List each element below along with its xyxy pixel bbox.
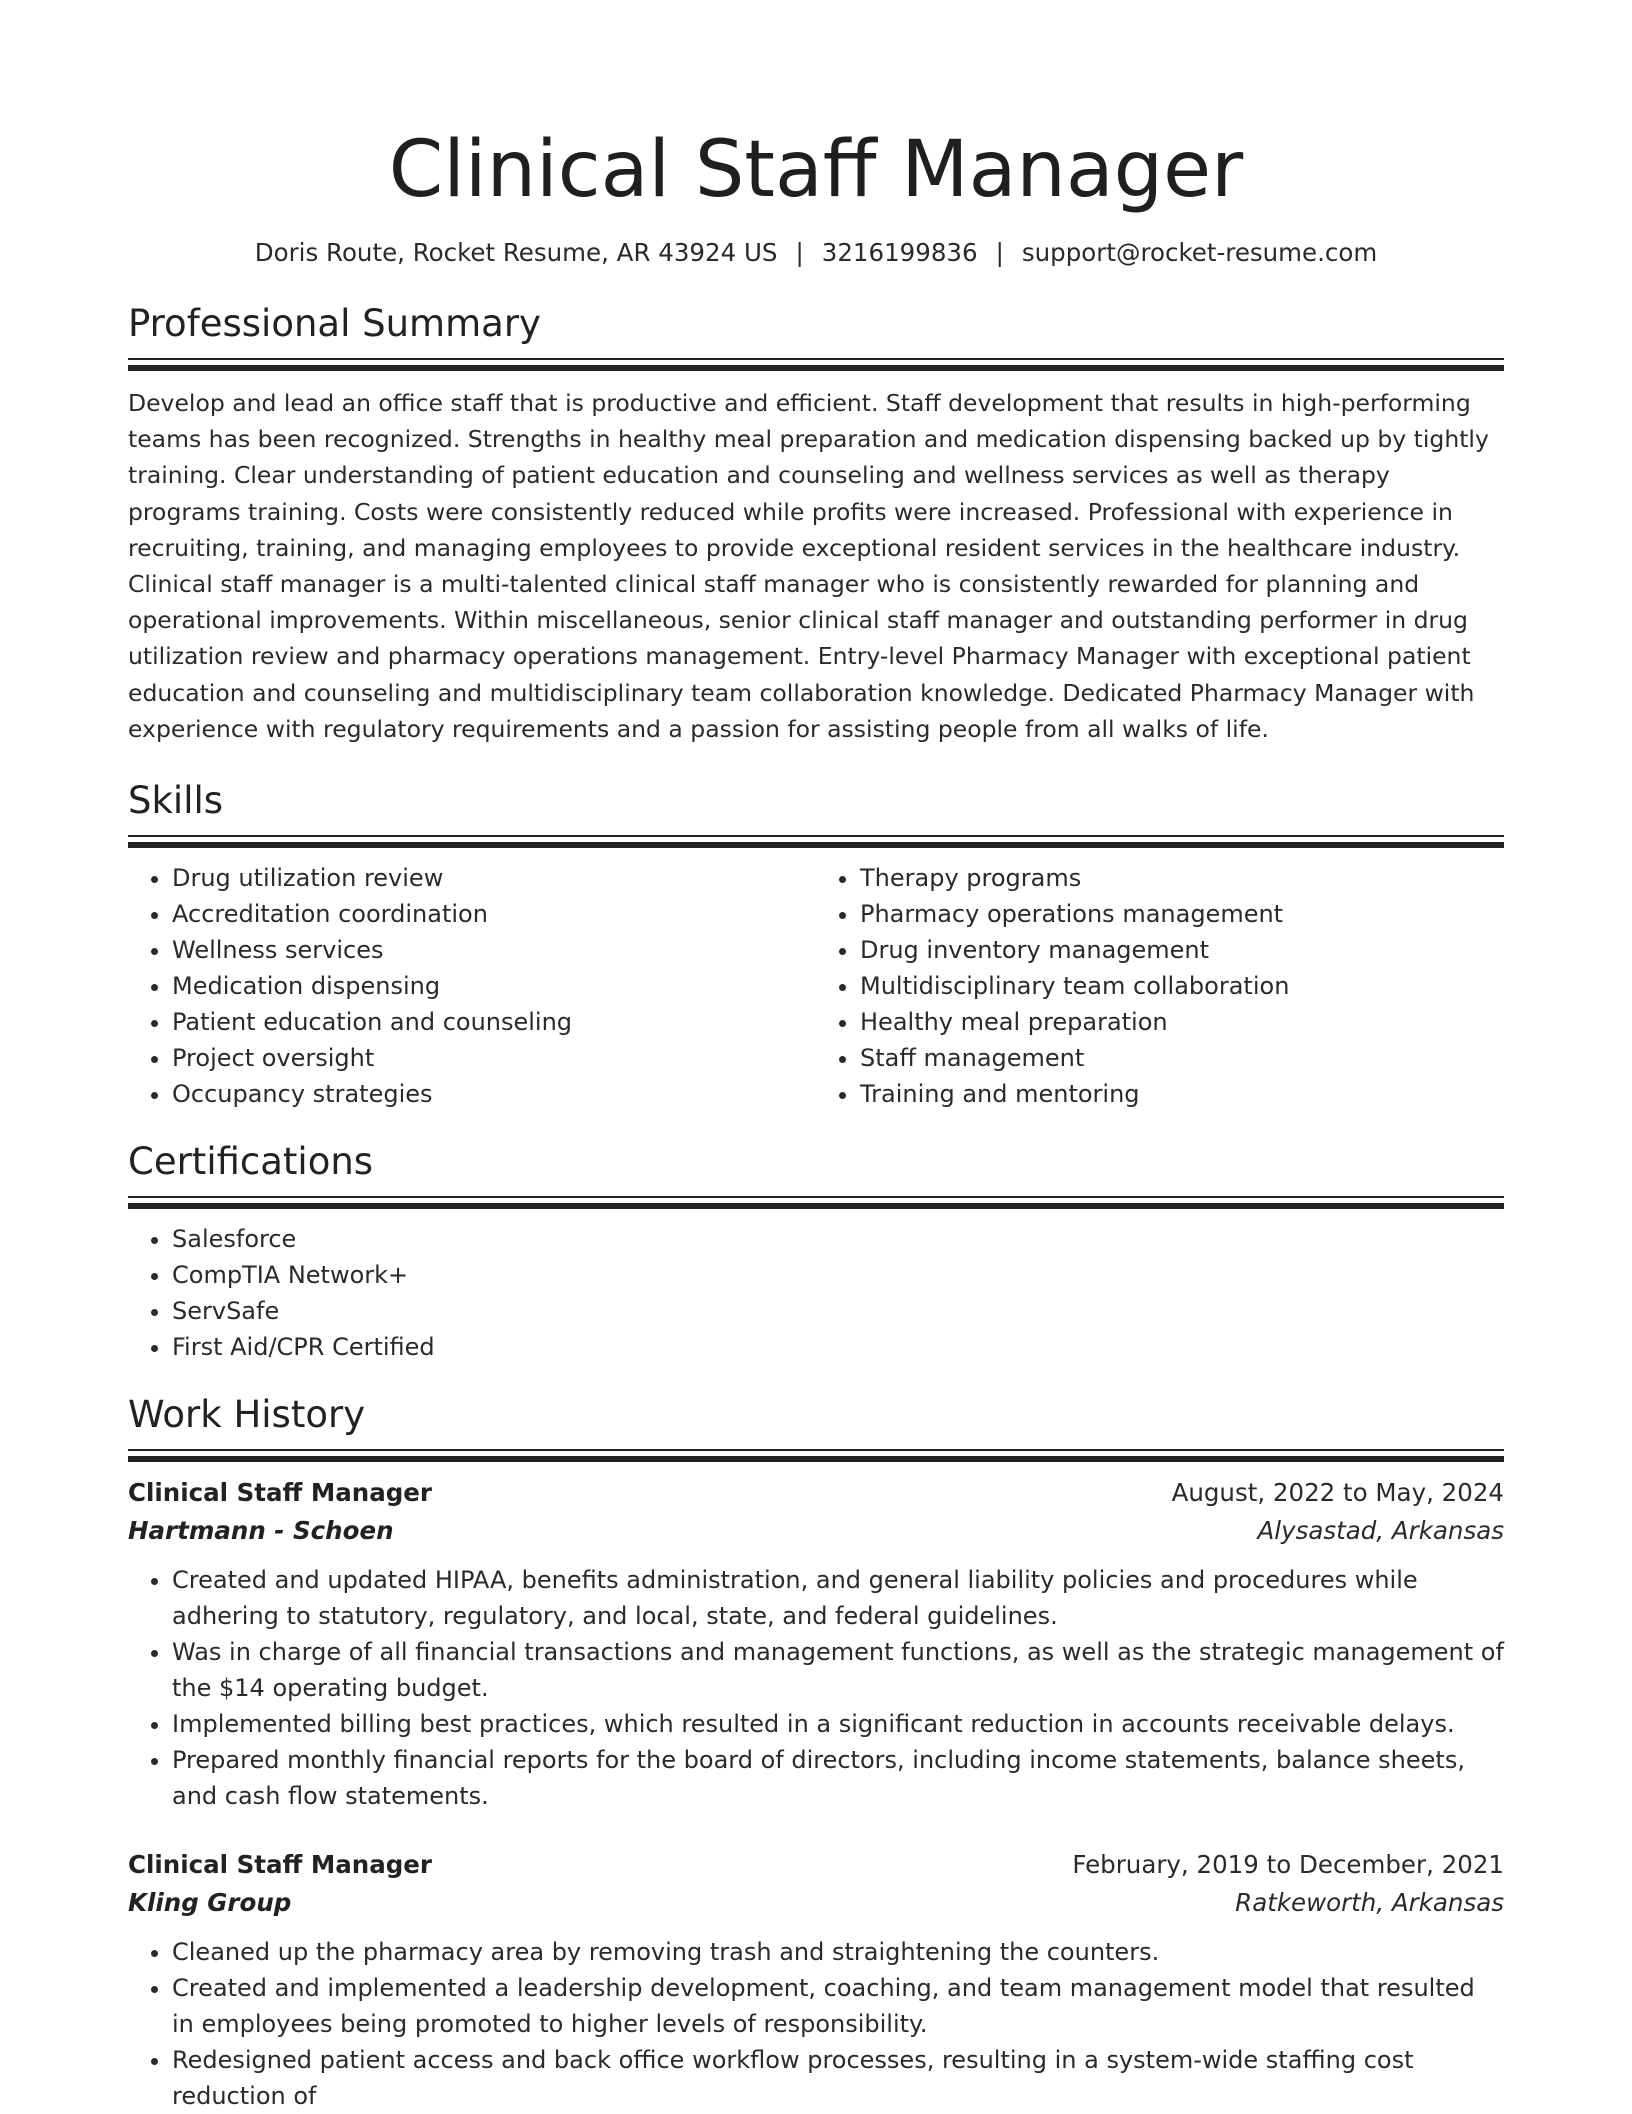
section-divider [128, 1449, 1504, 1462]
job-bullet: • Redesigned patient access and back office workflow processes, resulting in a system-wide staffing cost reduction of [172, 2042, 1504, 2114]
job-bullet: • Implemented billing best practices, which resulted in a significant reduction in accounts receivable delays. [172, 1706, 1504, 1742]
skills-grid [128, 860, 1504, 1112]
job-bullet: • Created and implemented a leadership development, coaching, and team management model that resulted in employees being promoted to higher levels of responsibility. [172, 1970, 1504, 2042]
contact-separator: | [995, 238, 1004, 267]
section-title-work-history: Work History [128, 1393, 366, 1437]
section-title-skills: Skills [128, 779, 224, 823]
job-bullets [128, 1934, 1504, 2114]
job-dates: August, 2022 to May, 2024 [1171, 1478, 1504, 1508]
job-title: Clinical Staff Manager [128, 1850, 432, 1880]
skill-item: • Patient education and counseling [172, 1004, 816, 1040]
job-bullet: • Created and updated HIPAA, benefits administration, and general liability policies and procedures while adhering to statutory, regulatory, and local, state, and federal guidelines. [172, 1562, 1504, 1634]
skill-item: • Drug utilization review [172, 860, 816, 896]
certification-item: • First Aid/CPR Certified [172, 1329, 1504, 1365]
skill-item: • Accreditation coordination [172, 896, 816, 932]
skill-item: • Pharmacy operations management [860, 896, 1504, 932]
job-company: Kling Group [128, 1888, 292, 1918]
job-company: Hartmann - Schoen [128, 1516, 394, 1546]
skill-item: • Wellness services [172, 932, 816, 968]
certification-item: • Salesforce [172, 1221, 1504, 1257]
contact-address: Doris Route, Rocket Resume, AR 43924 US [254, 238, 778, 267]
job-header [128, 1846, 1504, 1884]
job-title: Clinical Staff Manager [128, 1478, 432, 1508]
resume-page [128, 0, 1504, 2114]
summary-section [128, 300, 1504, 747]
skill-item: • Training and mentoring [860, 1076, 1504, 1112]
section-title-summary: Professional Summary [128, 302, 541, 345]
section-divider [128, 835, 1504, 848]
skill-item: • Occupancy strategies [172, 1076, 816, 1112]
summary-text: Develop and lead an office staff that is productive and efficient. Staff development that results in high-performing teams has been recognized. Strengths in healthy meal preparation and medication dispensing backed up by tightly training. Clear understanding of patient education and counseling and wellness services as well as therapy programs training. Costs were consistently reduced while profits were increased. Professional with experience in recruiting, training, and managing employees to provide exceptional resident services in the healthcare industry. Clinical staff manager is a multi-talented clinical staff manager who is consistently rewarded for planning and operational improvements. Within miscellaneous, senior clinical staff manager and outstanding performer in drug utilization review and pharmacy operations management. Entry-level Pharmacy Manager with exceptional patient education and counseling and multidisciplinary team collaboration knowledge. Dedicated Pharmacy Manager with experience with regulatory requirements and a passion for assisting people from all walks of life. [128, 389, 1489, 743]
skills-list-left [128, 860, 816, 1112]
job-header [128, 1474, 1504, 1512]
skills-list-right [816, 860, 1504, 1112]
skill-item: • Healthy meal preparation [860, 1004, 1504, 1040]
job-bullet: • Prepared monthly financial reports for the board of directors, including income statements, balance sheets, and cash flow statements. [172, 1742, 1504, 1814]
contact-email: support@rocket-resume.com [1021, 238, 1378, 267]
resume-name: Clinical Staff Manager [388, 125, 1244, 215]
section-divider [128, 358, 1504, 371]
skill-item: • Multidisciplinary team collaboration [860, 968, 1504, 1004]
job-bullets [128, 1562, 1504, 1814]
job-location: Ratkeworth, Arkansas [1235, 1888, 1504, 1918]
skill-item: • Drug inventory management [860, 932, 1504, 968]
job-location: Alysastad, Arkansas [1257, 1516, 1504, 1546]
certifications-section [128, 1138, 1504, 1365]
job-bullet: • Was in charge of all financial transactions and management functions, as well as the strategic management of the $14 operating budget. [172, 1634, 1504, 1706]
job-subheader [128, 1884, 1504, 1922]
skill-item: • Staff management [860, 1040, 1504, 1076]
skills-section [128, 777, 1504, 1112]
contact-phone: 3216199836 [821, 238, 978, 267]
contact-line [128, 236, 1504, 270]
certification-item: • CompTIA Network+ [172, 1257, 1504, 1293]
section-divider [128, 1196, 1504, 1209]
job-entry [128, 1846, 1504, 2114]
skill-item: • Medication dispensing [172, 968, 816, 1004]
job-bullet: • Cleaned up the pharmacy area by removing trash and straightening the counters. [172, 1934, 1504, 1970]
work-history-section [128, 1391, 1504, 2114]
job-dates: February, 2019 to December, 2021 [1072, 1850, 1504, 1880]
skill-item: • Therapy programs [860, 860, 1504, 896]
job-entry [128, 1474, 1504, 1814]
certification-item: • ServSafe [172, 1293, 1504, 1329]
contact-separator: | [795, 238, 804, 267]
job-subheader [128, 1512, 1504, 1550]
skill-item: • Project oversight [172, 1040, 816, 1076]
certifications-list [128, 1221, 1504, 1365]
section-title-certifications: Certifications [128, 1140, 374, 1184]
